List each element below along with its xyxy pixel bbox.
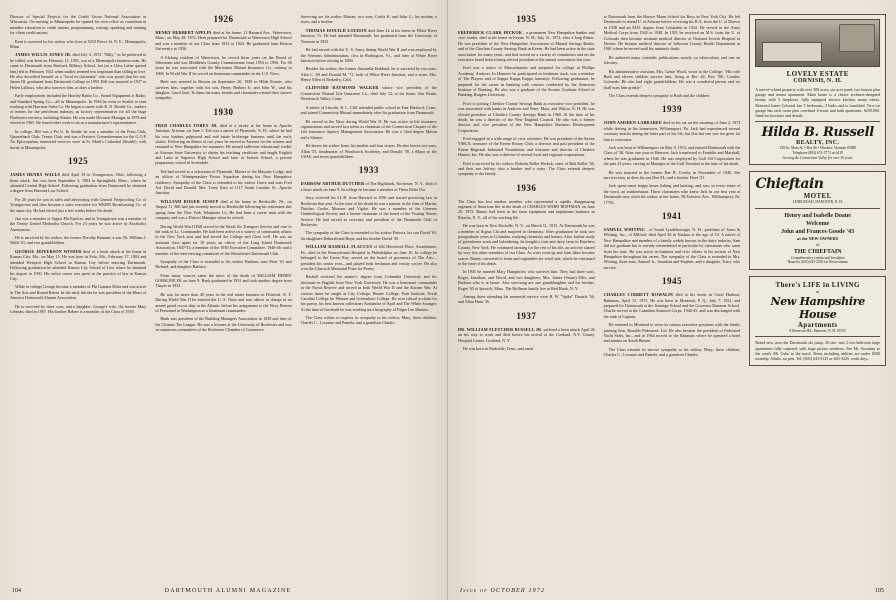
obituary-entry: Among those attending his memorial service were R. W. "Spike" Daniels '36, and Allan Hunt '36. [458, 293, 595, 305]
obituary-entry [10, 249, 146, 282]
obituary-text: died at his home in Reedsville, Pa., on August 11. Bill had just recently moved to Reedsville following his retirement this spring from the New York Telephone Co. He had been a career man with the company and was a District Manager when he retired. [155, 198, 292, 221]
obituary-entry: Fred engaged in a wide range of civic activities. He was president of the Keene YMCA, treasurer of the Keene Rotary Club, a director and past president of the Keene Regional Industrial Foundation, and treasurer and director of Cheshire Homes, Inc. He also was a director of several local and regional corporations. [458, 136, 595, 158]
divider [755, 208, 880, 209]
obituary-entry [301, 85, 437, 101]
chieftain-motel-ad[interactable] [749, 171, 886, 270]
deceased-name: WILLIAM RASHALL FLACCUS [305, 244, 373, 250]
obituary-entry: He was married to the former Rae B. Crosby in November of 1940. She survives him, as does his son Don M.; and a brother Dave '31. [603, 169, 741, 181]
obituary-entry [604, 227, 741, 270]
realtor-address: 149 So. Main St. • Box 66 • Windsor, Vermont 05089 [779, 146, 857, 151]
obituary-entry: Jerry received his LL.B. from Harvard in 1936 and started practicing law in Rochester that year. At the time of his death he was a partner in the firm of Martin, Dutcher, Cooke, Mossaw and Vigdor. He was a member of the Genesee Ornithological Society and a former chairman of the board of the Visiting Nurses Service. He had served as secretary and president of the Dartmouth Club of Rochester. [300, 195, 437, 228]
obituary-entry [155, 199, 291, 221]
obituary-column-1 [10, 14, 146, 570]
page-number-right: 105 [875, 588, 884, 594]
obituary-column-2 [155, 14, 291, 570]
chieftain-logo: Chieftain [755, 176, 824, 193]
obituary-entry: He returned to Montreal to serve in various executive positions with the family printing firm, Ronalds Federated, Ltd. He also became the president of Federated Yacht Sales, Inc., and in 1964 moved to the Bahamas where he operated a hotel and marina on South Bimini. [603, 322, 741, 344]
obituary-entry: Fred is survived by his widow, Roberta Keller Hickok, sister of Bob Keller '36, and their son Jeffrey; also a brother and a sister. The Class extends deepest sympathy to the family. [458, 160, 595, 177]
motel-note: Complimentary continental breakfast [790, 255, 845, 260]
realtor-tagline: Serving the Connecticut Valley for over 30 years [782, 155, 853, 160]
new-hampshire-house-ad[interactable] [749, 276, 886, 366]
obituary-entry: He was born in New Rochelle, N. Y., on March 11, 1915. At Dartmouth he was a member of Sigma Chi and majored in chemistry. After graduation he took two postgraduate years at Columbia, studying chemistry and botany. After further study of greenhouse work and hybridizing, he bought a fruit and dairy farm in Dutchess County, New York. He continued farming for the rest of his life, an activity shared by very few other members of our Class. As costs went up and farm labor became scarce, Bunny converted to fruits and vegetables for retail sale, which he continued to the time of his death. [458, 223, 595, 266]
obituary-entry: A native of Lincoln, R. I., Cliff attended public school in East Hartford, Conn., and joined Connecticut Mutual immediately after his graduation from Dartmouth. [300, 104, 437, 116]
obituary-text: died July 4, 1972. "Billy," as he preferred to be called, was born on February 11, 1901, son of a Minneapolis business man. He came to Dartmouth from Shattuck Military School, but (as a Class Letter quoted him) left in February 1922 when studies seemed less important than falling in love. He also described himself as a "local ex-classmate" who was proud that his son, James III, graduated from Dartmouth College in 1950. Bill was married in 1927 to Helen LaDoux, who also survives him, as does a brother. [10, 52, 147, 90]
motel-address: LYME ROAD, HANOVER, N. H. [792, 200, 843, 205]
deceased-name: JOHN AMSDEN LABRAREE [603, 120, 662, 126]
obituary-text: of 404 Haverford Place, Swarthmore, Pa., died at the Pennsylvania Hospital in Philadelphia on June 16. In college he belonged to the Green Key, served on the board of governors of The Arts—president his senior year—and played both freshman and varsity soccer. He also won the Glascock Memorial Prize for Poetry. [300, 244, 438, 271]
obituary-entry [155, 30, 291, 52]
obituary-entry: Rashall received his master's degree from Columbia University and his doctorate in English from New York University. He was a lieutenant commander in the Naval Reserve and served in both World War II and the Korean War. At various times he taught at City College, Hunter College, Pratt Institute, North Carolina College for Women and Greensboro College. He won critical acclaim for his poetry, his best known collections Avalanche of April and The White Stranger. At the time of his death he was working on a biography of Edgar Lee Masters. [300, 274, 437, 312]
obituary-entry: The Class wishes to express its sympathy to his widow, Mary; three children, Charles C., Lorraine and Pamela, and a grandson Charles. [300, 315, 437, 326]
obituary-text: , of South Lyndeborough, N. H., president of Jones & Whiting, Inc., of Milford, died April 26 in Nashua at the age of 53. A native of New Hampshire and member of a family widely known in the dairy industry, Sam did not graduate but is warmly remembered in particular by classmates who came from his state. He was active in business and civic affairs in his section of New Hampshire throughout his career. The sympathy of the Class is extended to Mrs. Whiting, three sons, Samuel Jr., Jonathan and Stephen, and a daughter, Tracy, who survive. [603, 226, 741, 270]
obituary-entry [458, 327, 595, 343]
issue-label: Issue of OCTOBER 1972 [460, 588, 546, 594]
paragraph: Surviving are his widow Marian; two sons, Crofts K. and John G.; his mother, a sister, and a brother. [300, 14, 437, 25]
obituary-entry: He was for more than 40 years in the real estate business in Pittsford, N. Y. During World War II he entered the U. S. Navy and was officer in charge of an armed guard escort ship in the Atlantic before his assignment to the Navy Bureau of Personnel in Washington as a lieutenant commander. [155, 291, 292, 314]
class-year-heading: 1939 [662, 104, 682, 115]
obituary-entry: He is survived by three sons, and a daughter. George's wife, the former Mary Lehman, died in 1967. His brother Robert is a member of the Class of 1933. [10, 303, 147, 314]
class-year-heading: 1930 [213, 106, 234, 117]
obituary-entry: Besides his widow, the former Antonella Hubbard, he is survived by two sons, Alan C. '69 and Donald M. '72, both of White River Junction, and a sister, Mrs. Henry Allen of Berkeley, Calif. [300, 66, 437, 83]
class-year-heading: 1937 [516, 310, 537, 321]
class-year-heading: 1933 [358, 165, 379, 176]
obituary-text: died of a stroke at his home in Apache Junction, Arizona, on June 1. Ted was a native of Plymouth, N. H., where he had his own lumber, pulpwood and real estate brokerage business until the early sixties. Following an illness of two years he moved to Arizona for the winters and returned to New Hampshire for summers. He earned sufficient educational credits at Arizona State University to obtain his teaching certificate and taught English and Latin at Superior High School and later at Judson School, a private preparatory school in Scottsdale. [155, 122, 292, 166]
magazine-title: DARTMOUTH ALUMNI MAGAZINE [164, 588, 292, 594]
nh-house-line-3: Apartments [797, 320, 838, 329]
right-page-columns [458, 14, 886, 570]
class-year-heading: 1935 [516, 14, 537, 24]
motel-word: MOTEL [803, 192, 832, 201]
paragraph: He authored many scientific publications mostly on tuberculosis and one on falconry. [603, 54, 741, 66]
deceased-name: SAMUEL WHITING [603, 226, 645, 232]
obituary-entry: Prior to joining Cheshire County Savings Bank as executive vice president, he was associated with banks in Andover and Ware, Mass. and Wilton, N. H. He was elected president of Cheshire County Savings Bank in 1960. At the time of his death, he was a director of the New England Council. He also was a former director and vice president of the New Hampshire Business Development Corporation. [458, 100, 595, 133]
deceased-name: CLIFFORD RAYMOND WALKER [305, 85, 379, 91]
obituary-entry: In college, Bill was a Psi U. In Seattle he was a member of the Press Club, Quarterback Club, Tennis Club, and was a Precinct Committeeman for the G.O.P. An Episcopalian, memorial services were in St. Mark's Cathedral (Seattle), with burial in Minneapolis. [10, 128, 147, 150]
paragraph: Kent is survived by his widow who lives at 5210 Pierce St. N. E., Minneapolis, Minn. [10, 38, 147, 49]
nh-house-body: Brand new, near the Dartmouth ski jump, 30 one- and 2 two-bedroom large apartments fully carpeted, with large picture windows. See Mr. Ascutney to the south, Mt. Cube to the north. Rents including utilities are under $300 monthly. Adults, no pets. Tel. (603) 643-5125 or 643-3225, work days. [755, 340, 881, 361]
obituary-entry: He leaves his widow Irene, his mother and four sisters. He also leaves two sons, Allan '55, headmaster of Woodstock Academy, and Donald '58, a Major in the USAF, and seven grandchildren. [300, 143, 437, 159]
obituary-column-4 [458, 14, 595, 570]
class-year-heading: 1945 [662, 276, 682, 287]
obituary-entry: Fred was a native of Massachusetts and prepared for college at Phillips Academy, Andover. In Hanover he participated in freshman track, was a member of The Players and of Kappa Kappa Kappa fraternity. Following graduation, he prepared for his career in banking with courses conducted by the American Institute of Banking. He also was a graduate of the Stonier Graduate School of Banking, Rutgers University. [458, 65, 595, 98]
motel-owner-line-5: of [815, 241, 820, 247]
class-year-heading: 1925 [68, 156, 89, 167]
paragraph: The Class extends deepest sympathy to Ruth and the children. [608, 93, 711, 99]
obituary-entry: He was born in Nashville, Tenn., and came [463, 345, 534, 351]
left-page-footer [0, 588, 447, 594]
motel-owner-line-2: Welcome [806, 221, 830, 227]
nh-house-logo: New Hampshire House [770, 294, 865, 321]
left-page-columns [10, 14, 437, 570]
deceased-name: GEORGE JEFFERSON WINSER [15, 248, 82, 254]
obituary-entry: Jack was born in Williamsport on May 9, 1915, and entered Dartmouth with the Class of '38. After one year in Hanover, Jack transferred to Franklin and Marshall, where he was graduated in 1940. He was employed by Gulf Oil Corporation for the past 23 years, serving as Manager of the Gulf Terminal at the time of his death. [603, 145, 741, 167]
obituary-text: died June 22 at his home in White River Junction, Vt. He had attended Dartmouth, but graduated from the University of Vermont in 1932. [300, 27, 437, 44]
obituary-entry: Ted had served as a selectman of Plymouth, Master of his Masonic Lodge, and an officer of Winnipesaukee Power Squadron during his New Hampshire residency. Sympathy of the Class is extended to his widow Grace and sons Fred 3rd, David and Donald, Mrs. Torey lives at 1117 South Lawther St., Apache Junction. [155, 168, 292, 196]
paragraph: to Dartmouth from the Horace Mann School for Boys in New York City. He left Dartmouth to attend U. of Arizona before receiving his B.A. from the U. of Denver in 1938 and an M.D. degree from Columbia in 1944. He served in the Army Medical Corps from 1945 to 1948. In 1951 he received an M.S. from the U. of Colorado then became assistant medical director at National Jewish Hospital in Denver. He became medical director of Jefferson County Health Department in 1961 where he served until his untimely death. [603, 14, 741, 52]
obituary-entry: He is survived by his widow, the former Dorothy Barnum; a son, Dr. William J. Walls '61, and two grandchildren. [10, 235, 147, 246]
obituary-entry: Jack spent many happy hours fishing and hunting, and was, in every sense of the word, an outdoorsman. Those classmates who knew Jack in our first year at Dartmouth may reach his widow at her home, 58 Fairview Ave., Williamsport, Pa. 17701. [603, 183, 741, 205]
advertisement-column [749, 14, 886, 570]
obituary-entry: Jim was a member of Sigma Phi Epsilon, and in Youngstown was a member of the Trinity United Methodist Church. For 23 years he was active in Alcoholics Anonymous. [10, 215, 147, 232]
right-page [448, 0, 896, 600]
obituary-entry [458, 30, 595, 63]
obituary-text: died in his car on the morning of June 2, 1972 while driving in his hometown, Williamsport, Pa. Jack had experienced several coronary attacks during the latter part of his life, but this last one was too great for him to overcome. [603, 120, 741, 142]
deceased-name: FREDERICK CLARK HICKOK [458, 29, 523, 35]
obituary-entry [604, 292, 741, 319]
deceased-name: DARROW ARTHUR DUTCHER [300, 181, 365, 187]
motel-owner-line-3: John and Frances Goode '43 [781, 229, 855, 236]
motel-owner-line-6: THE CHIEFTAIN [793, 248, 842, 255]
obituary-entry [155, 123, 291, 166]
obituary-entry [604, 120, 741, 142]
obituary-entry [10, 52, 146, 90]
page-number-left: 104 [12, 588, 21, 594]
motel-owner-line-1: Henry and Isabelle Doane [784, 212, 851, 219]
realtor-logo: Hilda B. Russell [761, 125, 874, 141]
deceased-name: JAMES HENRY WALLS [10, 172, 61, 178]
class-year-heading: 1936 [516, 182, 537, 193]
obituary-column-3 [301, 14, 437, 570]
obituary-entry: During World War II Bill served in the Naval Air Transport Service and rose to the rank of Lt. Commander. He had been active in a variety of community affairs in the New York area and had served the College and Class well. He was an assistant class agent for 10 years; an officer of the Long Island Dartmouth Association, 1947-51; a member of the 1930 Executive Committee, 1940-46; and a member of the interviewing committee of the Westchester Dartmouth Club. [155, 223, 292, 256]
right-page-footer [448, 588, 896, 594]
divider [755, 336, 880, 337]
deceased-name: CHARLES CORBETT ROWALIN [603, 292, 674, 297]
paragraph: Director of Special Projects for the Credit Union National Association in Wisconsin. On moving to Minneapolis he opened his own office as consultant in member education to credit unions, programming, writing, speaking and training for client credit unions. [10, 14, 147, 36]
deceased-name: JAMES WILLIS JONES JR. [15, 52, 72, 58]
obituary-text: suffered a heart attack April 26 on his way to work and died before his arrival at the Cortland, N.Y. County Hospital Center, Cortland, N. Y. [458, 326, 595, 343]
obituary-entry [301, 181, 437, 192]
deceased-name: FRED CHARLES TOREY JR. [155, 122, 218, 128]
class-year-heading: 1926 [213, 14, 234, 24]
obituary-entry [301, 244, 437, 271]
nh-house-line-1: There's LIFE in LIVING [775, 280, 860, 289]
obituary-text: died at his home, 11 Barnard Ave., Watertown, Mass., on May 28, 1972. Herb prepared for Dartmouth at Watertown High School and was a member of our Class from 1922 to 1924. He graduated from Boston University in 1926. [155, 29, 292, 52]
obituary-entry: From many sources came the news of the death of WILLIAM HENRY GORSLINE JR. on June 9. Hank graduated in 1931 and took another degree from Thayer in 1932. [155, 272, 292, 289]
obituary-text: died of a heart attack at his home in Kansas City, Mo., on May 15. He was born in Polo, Mo., February 17, 1904 and attended Westport High School in Kansas City before entering Dartmouth. Following graduation he attended Kansas City School of Law where he obtained his degree in 1930. His entire career was spent in the practice of law in Kansas City. [10, 248, 147, 281]
motel-owner-line-4: as the NEW OWNERS [797, 236, 839, 242]
deceased-name: WILLIAM ROGER JESSUP [160, 198, 219, 204]
obituary-text: died April 19 in Youngstown, Ohio, following a heart attack. Jim was born September 3, 1903 in Springfield, Mass., where he attended Central High School. Following graduation from Dartmouth he obtained a degree from Harvard Law School. [10, 172, 147, 194]
lovely-estate-ad[interactable] [749, 14, 886, 165]
obituary-entry [301, 28, 437, 44]
obituary-text: of The Highlands, Rochester, N. Y., died of a heart attack on June 9. In college he became a member of Theta Delta Chi. [300, 181, 437, 192]
obituary-text: died at his home in Coral Harbour, Bahamas, April 13, 1972. He was born in Montreal, P. Q., July 7, 1921, and prepared for Dartmouth at the Jennings School and the Governor Dummer School. Charlie served at the Canadian Armored Corps, 1942-45, and was discharged with the rank of Captain. [603, 292, 741, 319]
nh-house-address: 8 Reservoir Rd., Hanover, N. H. 03755 [789, 328, 846, 333]
obituary-entry: The sympathy of the Class is extended to his widow Patricia, his son David '63, his daughters Deborah and Hope, and his brother David '39. [300, 230, 437, 241]
obituary-entry: He had served with the U. S. Army during World War II and was employed by the Veterans Administration, first in Burlington, Vt., and later at White River Junction before retiring in 1969. [300, 47, 437, 63]
estate-ad-title: LOVELY ESTATE [786, 70, 849, 78]
obituary-entry: A lifelong resident of Watertown, he served three years on the Board of Selectmen and was Middlesex County Commissioner from 1953 to 1956. For 38 years he was associated with the Merchants Mutual Insurance Co., retiring in 1968. In World War II he served an lieutenant commander in the U.S. Navy. [155, 54, 292, 76]
deceased-name: HENRY HERBERT APPLIN [155, 29, 212, 35]
obituary-entry [10, 172, 146, 194]
estate-photo [755, 19, 880, 67]
realtor-phone[interactable]: Telephone (802) 674-5773 or 6410 [792, 150, 843, 155]
deceased-name: THOMAS DONALD LOUDON [305, 27, 367, 33]
obituary-entry: He served in the Navy during World War II. He was active in life insurance organizations and served two terms as chairman of the Connecticut Chapter of the Life Insurance Agency Management Association. He was a 32nd degree Mason and a Shriner. [300, 118, 437, 140]
realtor-name: REALTY, INC. [796, 140, 840, 147]
obituary-entry: Sympathy of the Class is extended to his widow Barbara, sons Peter '61 and Richard, and daughter Barbara. [155, 258, 292, 270]
obituary-entry: Early employment included the Hawley Radio Co., Sound Equipment at Radio, and Standard Spring Co.—all in Minneapolis. In 1934 he went to Seattle to start working with Harrison Sales Co. He began a career with R. N. Brodie Co., makers of meters for the petroleum industry, as factory representative for all the huge Northwest territory, including Alaska. He was made Division Manager in 1978 and retired in 1965. He found other work to do as a manufacturer's representative. [10, 93, 147, 126]
obituary-entry: Hank was president of the Building Managers Association in 1938 and later of the Citizens Tax League. He was a lecturer at the University of Rochester and was on numerous committees of the Rochester Chamber of Commerce. [155, 316, 292, 333]
obituary-entry: While in college George became a member of Phi Gamma Delta and was active in The Arts and Round Robin. In the early thirties he was president of the Heart of America Dartmouth Alumni Association. [10, 284, 147, 301]
estate-ad-subtitle: CORNISH, N. H. [793, 78, 843, 85]
estate-ad-body: A one-of-a-kind property with over 300 acres, six-acre pond, two houses plus garage and tenant apartment. Main house is a choice architect-designed beauty with 3 fireplaces, fully equipped electric kitchen, many extras. Restored frame Colonial has 5 bedrooms, 2 baths and is furnished. Two-car garage has tack room plus overhead 4-room and bath apartment. $250,000. Send for brochure and details. [755, 87, 881, 118]
obituary-entry: The Class extends its sincere sympathy to his widow, Mary; three children, Charles C., Lorraine and Pamela, and a grandson Charles. [603, 346, 741, 358]
paragraph: His administrative assistant, Mrs. Genie Wood, wrote to the College: "His wife Ruth and eleven children survive him, living at Rte. #2, Box 76E, Conifer, Colorado. He also had eight grandchildren. He was a wonderful person and we shall miss him greatly." [603, 68, 741, 90]
obituary-text: , a prominent New Hampshire banker and civic leader, died at his home in Keene, N. H., July 31, 1972, after a long illness. He was president of the New Hampshire Association of Mutual Savings Banks, and of the Cheshire County Savings Bank in Keene. He had been active in the state association for many years, and had served on a variety of committees and on the executive board before being elected president at the annual convention last year. [458, 29, 595, 62]
divider [755, 121, 880, 122]
nh-house-line-2: at [816, 289, 820, 295]
class-year-heading: 1941 [662, 210, 682, 221]
motel-reservations[interactable]: Hanover (603) 643-2550 for Reservations [787, 260, 848, 265]
deceased-name: DR. WILLIAM FLETCHER RUSSELL JR. [458, 326, 543, 332]
obituary-entry: Herb was married in Boston on September 20, 1929 to Hilda Forster, who survives him, together with his son, Henry Herbert Jr. and John W., and his daughter, Carol Jean. To them his many friends and classmates extend their sincere sympathy. [155, 79, 292, 101]
obituary-column-5 [604, 14, 741, 570]
obituary-entry: In 1941 he married Mary Humphries, who survives him. They had three sons, Roger, Jonathan, and David, and two daughters, Mrs. James (Susan) Ellis, and Barbara who is at home. Also surviving are one granddaughter and his brother, Roger '45 of Ipswich, Mass. The Hoffman family live in Red Hook, N. Y. [458, 269, 595, 291]
obituary-entry: For 20 years he was in sales and advertising with General Fireproofing Co. of Youngstown and then became a sales executive for WKBN Broadcasting Co. of the same city. He had retired just a few weeks before his death. [10, 196, 147, 213]
obituary-text: whose vice president of the Connecticut Mutual Life Insurance Co., died July 12, at his home, Star Route, Woodstock Valley, Conn. [300, 85, 437, 102]
obituary-entry: The Class has lost another member who represented a rapidly disappearing segment of American life in the death of CHARLES WARD HOFFMAN on June 29, 1972. Bunny had been in the farm equipment and implement business in Batavia, N. Y., all of his working life. [458, 198, 595, 220]
